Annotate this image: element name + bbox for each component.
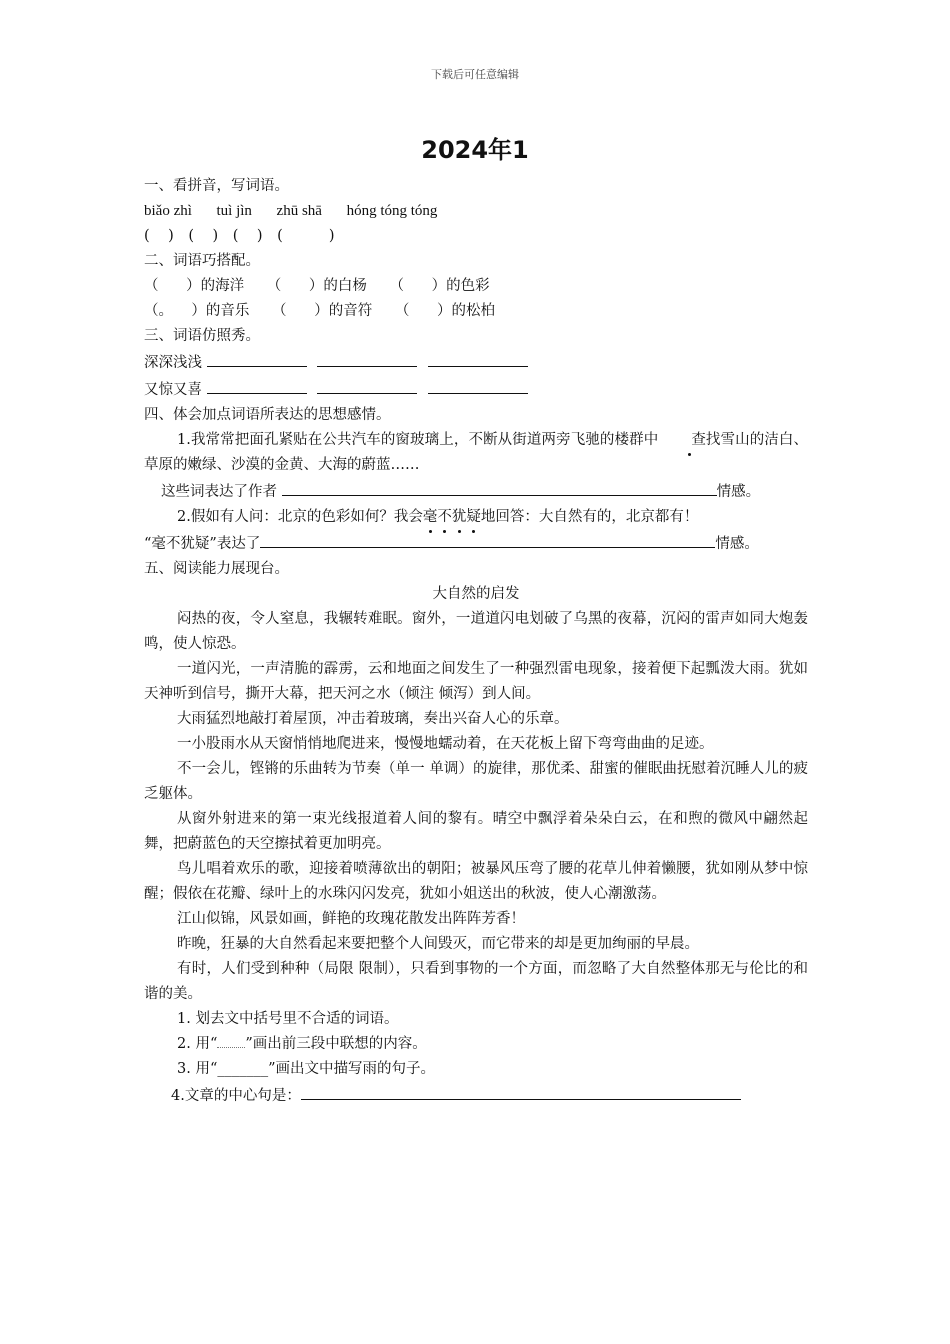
answer-blank[interactable] xyxy=(301,1082,741,1100)
answer-line-4-2 xyxy=(144,530,808,557)
answer-line-4-1 xyxy=(144,478,808,505)
match-item[interactable]: （ ）的松柏 xyxy=(394,303,495,319)
pinyin-item: biǎo zhì xyxy=(144,203,192,219)
wavy-line-icon xyxy=(217,1033,245,1048)
page-title: 2024年1 xyxy=(421,136,529,164)
pinyin-row xyxy=(144,199,808,224)
question-text: ”画出文中描写雨的句子。 xyxy=(268,1061,436,1077)
answer-blank[interactable] xyxy=(317,376,417,394)
question-text: 雪山 xyxy=(720,432,750,448)
question-text: 地回答：大自然有的，北京都有！ xyxy=(480,509,699,525)
question-text: 3. 用“ xyxy=(177,1061,218,1077)
reading-question-4 xyxy=(144,1082,808,1109)
answer-paren[interactable]: ( ) xyxy=(188,228,219,244)
question-text: 2. 用“ xyxy=(177,1036,218,1052)
answer-blank[interactable] xyxy=(207,349,307,367)
section2-heading: 二、词语巧搭配。 xyxy=(144,253,260,269)
match-item[interactable]: （ ）的海洋 xyxy=(144,278,245,294)
question-text: 1.我常常把面孔紧贴在公共汽车的窗玻璃上，不断从街道两旁飞驰的楼群中 xyxy=(177,432,659,448)
answer-parens-row xyxy=(144,224,808,249)
answer-blank[interactable] xyxy=(282,478,717,496)
story-paragraph: 闷热的夜，令人窒息，我辗转难眠。窗外，一道道闪电划破了乌黑的夜幕，沉闷的雷声如同大炮轰鸣，使人惊恐。 xyxy=(144,611,808,652)
answer-suffix: 情感。 xyxy=(716,484,761,500)
answer-blank[interactable] xyxy=(428,376,528,394)
answer-paren[interactable]: ( ) xyxy=(277,228,335,244)
answer-paren[interactable]: ( ) xyxy=(232,228,263,244)
story-paragraph: 一小股雨水从天窗悄悄地爬进来，慢慢地蠕动着，在天花板上留下弯弯曲曲的足迹。 xyxy=(177,736,714,752)
story-paragraph: 不一会儿，铿锵的乐曲转为节奏（单一 单调）的旋律，那优柔、甜蜜的催眠曲抚慰着沉睡人儿的疲乏躯体。 xyxy=(144,761,808,802)
story-paragraph: 从窗外射进来的第一束光线报道着人间的黎有。晴空中飘浮着朵朵白云，在和煦的微风中翩然起舞，把蔚蓝色的天空擦拭着更加明亮。 xyxy=(144,811,808,852)
pinyin-item: tuì jìn xyxy=(216,203,252,219)
match-item[interactable]: （ ）的色彩 xyxy=(389,278,490,294)
story-paragraph: 鸟儿唱着欢乐的歌，迎接着喷薄欲出的朝阳；被暴风压弯了腰的花草儿伸着懒腰，犹如刚从梦中惊醒；假依在花瓣、绿叶上的水珠闪闪发亮，犹如小姐送出的秋波，使人心潮激荡。 xyxy=(144,861,808,902)
match-item[interactable]: （。 ）的音乐 xyxy=(144,303,250,319)
answer-blank[interactable] xyxy=(317,349,417,367)
pinyin-item: hóng tóng tóng xyxy=(346,203,438,219)
imitate-example: 深深浅浅 xyxy=(144,355,202,371)
match-row-1 xyxy=(144,274,808,299)
reading-question-3 xyxy=(144,1057,808,1082)
answer-paren[interactable]: ( ) xyxy=(144,228,174,244)
section4-heading: 四、体会加点词语所表达的思想感情。 xyxy=(144,407,391,423)
story-title: 大自然的启发 xyxy=(432,586,520,602)
story-paragraph: 昨晚，狂暴的大自然看起来要把整个人间毁灭，而它带来的却是更加绚丽的早晨。 xyxy=(177,936,699,952)
question-4-2 xyxy=(144,505,808,530)
answer-blank[interactable] xyxy=(260,530,715,548)
pinyin-item: zhū shā xyxy=(276,203,322,219)
section1-heading: 一、看拼音，写词语。 xyxy=(144,178,289,194)
reading-question-1: 1. 划去文中括号里不合适的词语。 xyxy=(177,1011,399,1027)
section3-heading: 三、词语仿照秀。 xyxy=(144,328,260,344)
reading-question-2 xyxy=(144,1032,808,1057)
question-text: 的洁白、草原的嫩绿、沙漠的金黄、大海的蔚蓝…… xyxy=(144,432,809,473)
story-paragraph: 大雨猛烈地敲打着屋顶，冲击着玻璃，奏出兴奋人心的乐章。 xyxy=(177,711,569,727)
answer-blank[interactable] xyxy=(207,376,307,394)
answer-suffix: 情感。 xyxy=(715,536,759,552)
match-row-2 xyxy=(144,299,808,324)
answer-prefix: “毫不犹疑”表达了 xyxy=(144,536,261,552)
match-item[interactable]: （ ）的白杨 xyxy=(266,278,367,294)
match-item[interactable]: （ ）的音符 xyxy=(272,303,373,319)
dotted-word: 毫不犹疑 xyxy=(423,509,481,525)
story-paragraph: 一道闪光，一声清脆的霹雳，云和地面之间发生了一种强烈雷电现象，接着便下起瓢泼大雨。犹如天神听到信号，撕开大幕，把天河之水（倾注 倾泻）到人间。 xyxy=(144,661,808,702)
imitate-row xyxy=(144,376,808,403)
section5-heading: 五、阅读能力展现台。 xyxy=(144,561,289,577)
question-text: ”画出前三段中联想的内容。 xyxy=(245,1036,427,1052)
question-text: 2.假如有人问：北京的色彩如何？我会 xyxy=(177,509,423,525)
answer-blank[interactable] xyxy=(428,349,528,367)
header-note: 下载后可任意编辑 xyxy=(431,68,519,81)
question-text: 4.文章的中心句是： xyxy=(171,1088,301,1104)
dotted-word: 查找 xyxy=(658,428,720,453)
question-4-1 xyxy=(144,428,808,478)
worksheet-body xyxy=(144,174,808,1109)
story-paragraph: 江山似锦，风景如画，鲜艳的玫瑰花散发出阵阵芳香！ xyxy=(177,911,525,927)
underline-mark: _______ xyxy=(217,1061,269,1077)
imitate-example: 又惊又喜 xyxy=(144,382,202,398)
imitate-row xyxy=(144,349,808,376)
story-paragraph: 有时，人们受到种种（局限 限制），只看到事物的一个方面，而忽略了大自然整体那无与伦比的和谐的美。 xyxy=(144,961,808,1002)
answer-prefix: 这些词表达了作者 xyxy=(161,484,277,500)
